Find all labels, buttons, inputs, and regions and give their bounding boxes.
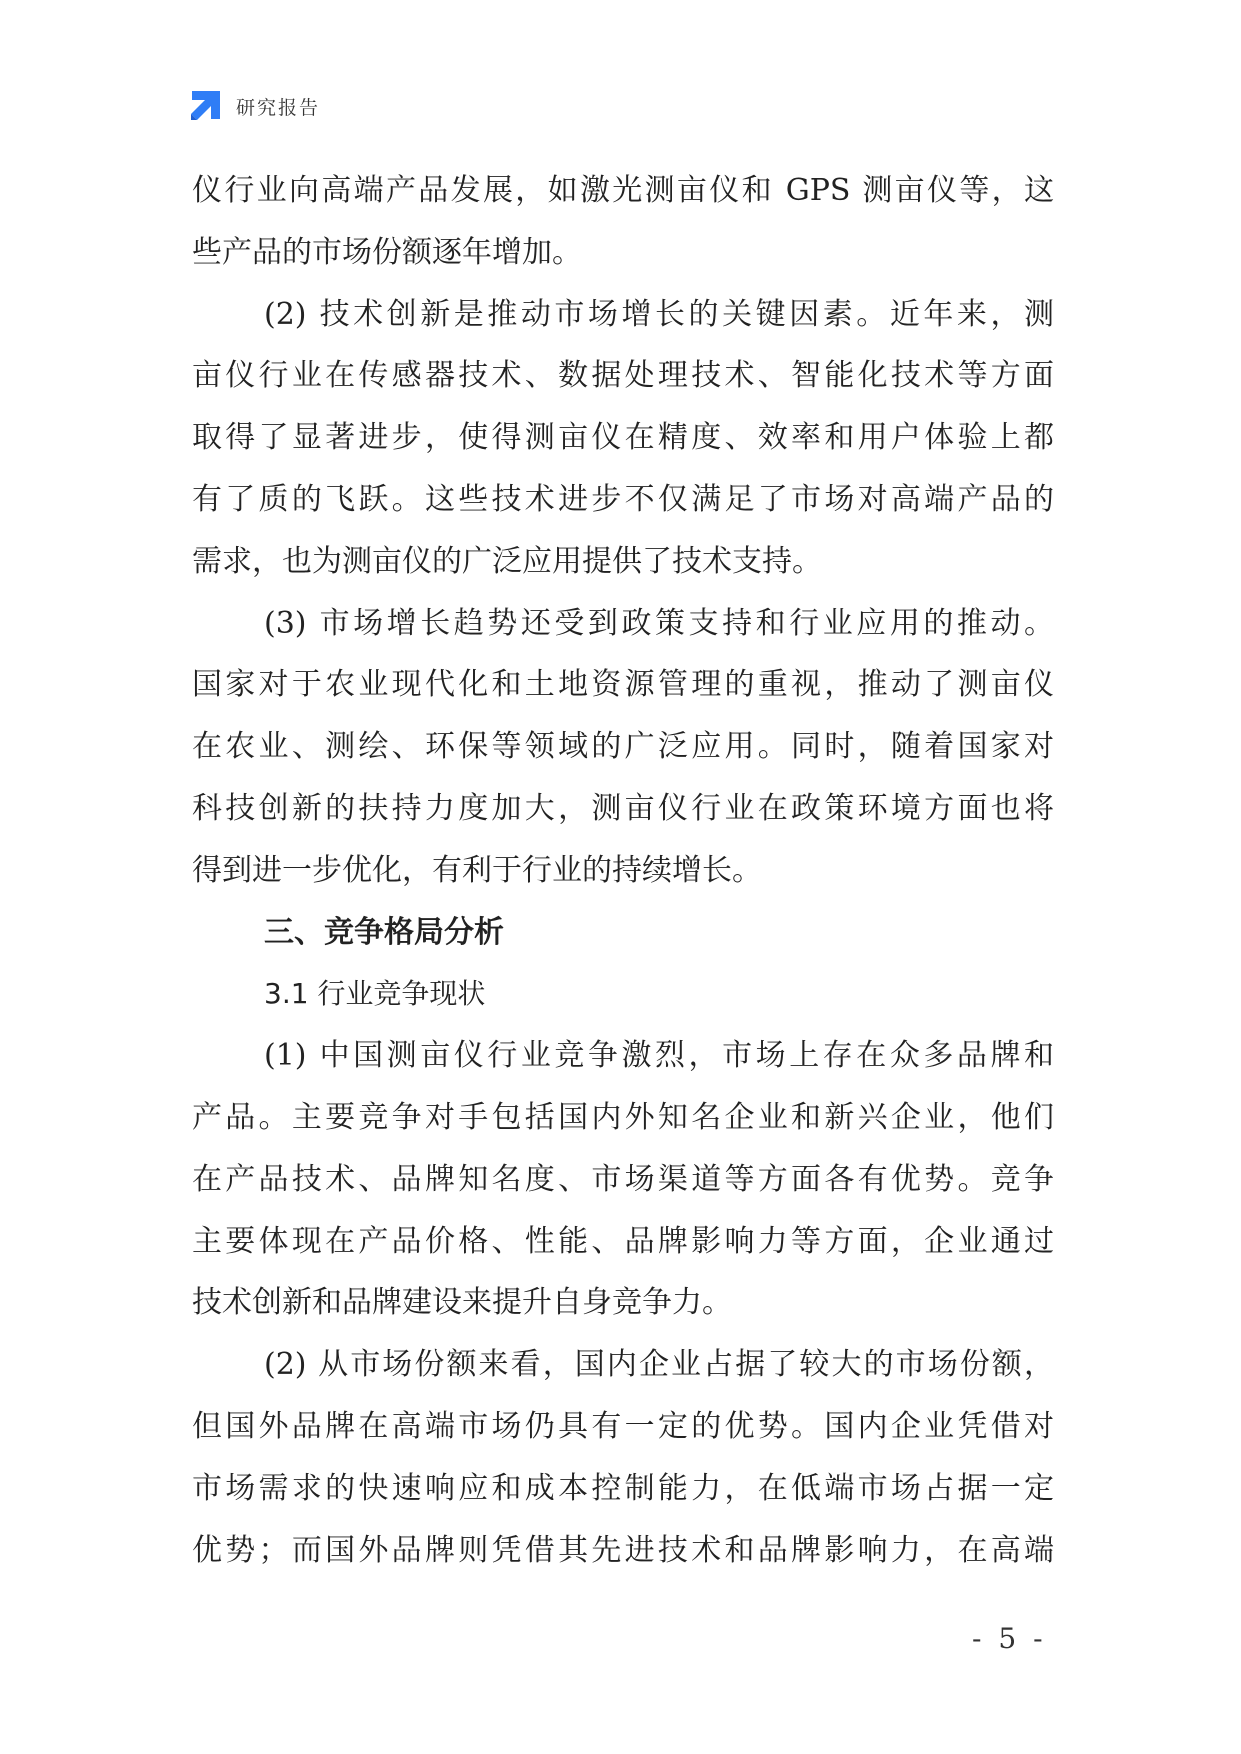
paragraph-line: 需求，也为测亩仪的广泛应用提供了技术支持。	[192, 543, 822, 579]
paragraph-line: 国家对于农业现代化和土地资源管理的重视，推动了测亩仪	[192, 667, 1054, 703]
paragraph-line: 些产品的市场份额逐年增加。	[192, 234, 582, 270]
paragraph-line: 但国外品牌在高端市场仍具有一定的优势。国内企业凭借对	[192, 1408, 1054, 1444]
paragraph-line: 亩仪行业在传感器技术、数据处理技术、智能化技术等方面	[192, 358, 1054, 394]
paragraph-line: (2) 技术创新是推动市场增长的关键因素。近年来，测	[264, 296, 1054, 332]
subsection-heading: 3.1 行业竞争现状	[264, 977, 486, 1011]
paragraph-line: 在农业、测绘、环保等领域的广泛应用。同时，随着国家对	[192, 729, 1054, 765]
paragraph-line: 取得了显著进步，使得测亩仪在精度、效率和用户体验上都	[192, 420, 1054, 456]
paragraph-line: 主要体现在产品价格、性能、品牌影响力等方面，企业通过	[192, 1223, 1054, 1259]
paragraph-line: 有了质的飞跃。这些技术进步不仅满足了市场对高端产品的	[192, 481, 1054, 517]
paragraph-line: 技术创新和品牌建设来提升自身竞争力。	[192, 1285, 732, 1321]
page-header	[188, 88, 320, 124]
paragraph-line: 市场需求的快速响应和成本控制能力，在低端市场占据一定	[192, 1470, 1054, 1506]
paragraph-line: 产品。主要竞争对手包括国内外知名企业和新兴企业，他们	[192, 1099, 1054, 1135]
section-heading: 三、竞争格局分析	[264, 914, 504, 950]
paragraph-line: 优势；而国外品牌则凭借其先进技术和品牌影响力，在高端	[192, 1532, 1054, 1568]
arrow-logo-icon	[188, 89, 222, 123]
paragraph-line: 科技创新的扶持力度加大，测亩仪行业在政策环境方面也将	[192, 790, 1054, 826]
paragraph-line: 仪行业向高端产品发展，如激光测亩仪和 GPS 测亩仪等，这	[192, 173, 1054, 208]
paragraph-line: 在产品技术、品牌知名度、市场渠道等方面各有优势。竞争	[192, 1161, 1054, 1197]
paragraph-line: (3) 市场增长趋势还受到政策支持和行业应用的推动。	[264, 605, 1054, 641]
document-body	[192, 160, 1054, 1581]
paragraph-line: (1) 中国测亩仪行业竞争激烈，市场上存在众多品牌和	[264, 1038, 1054, 1074]
header-title: 研究报告	[236, 96, 321, 119]
page-number: - 5 -	[972, 1622, 1047, 1655]
paragraph-line: 得到进一步优化，有利于行业的持续增长。	[192, 852, 762, 888]
paragraph-line: (2) 从市场份额来看，国内企业占据了较大的市场份额，	[264, 1347, 1054, 1383]
